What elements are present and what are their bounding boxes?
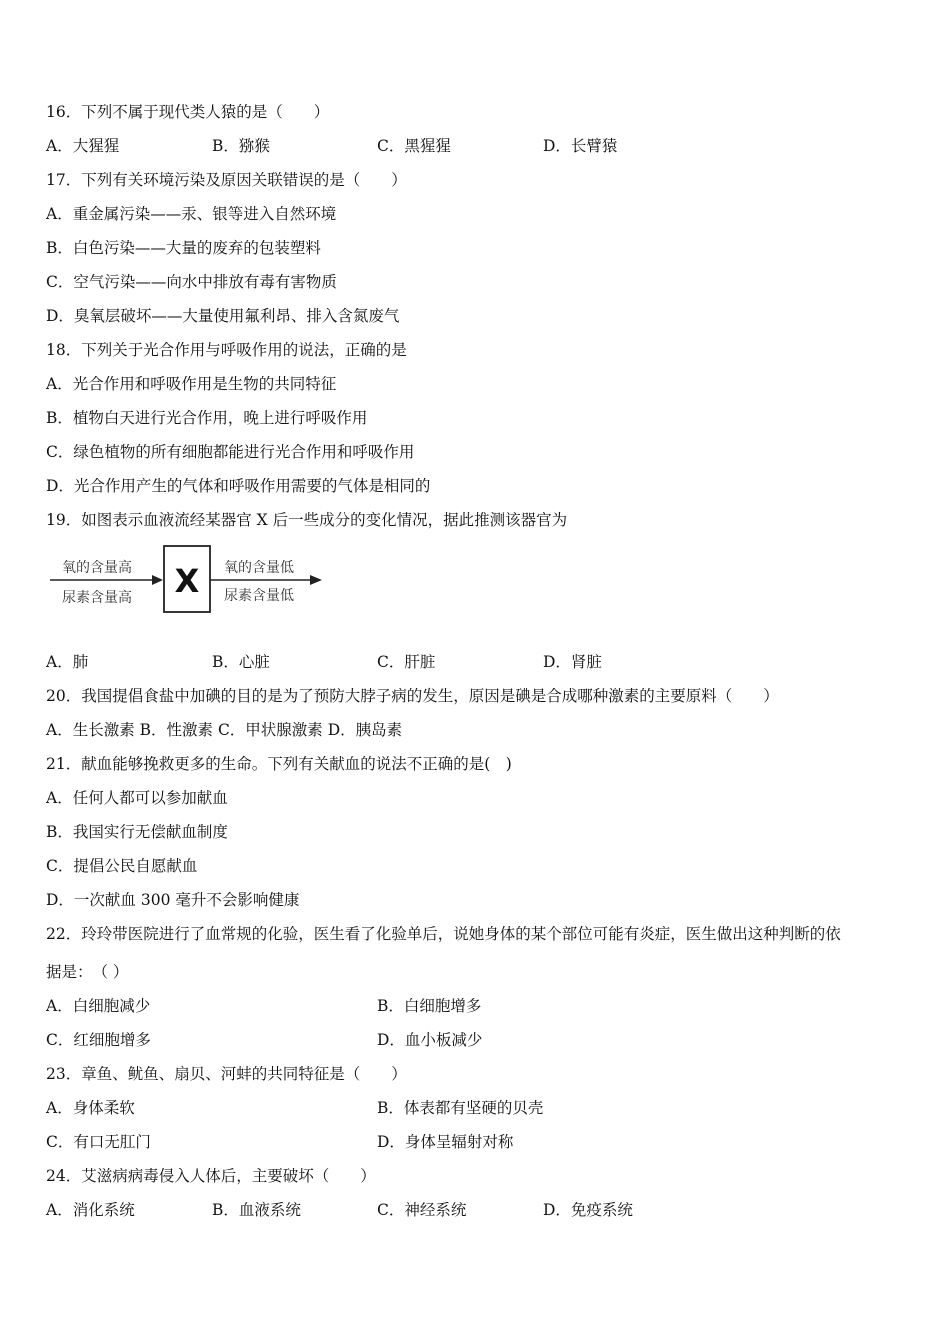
question-23-option-d: D．身体呈辐射对称 <box>377 1133 514 1151</box>
diagram-output-urea-label: 尿素含量低 <box>224 588 294 604</box>
question-19-option-a: A．肺 <box>46 653 89 671</box>
diagram-output-oxygen-label: 氧的含量低 <box>224 560 294 576</box>
question-22-stem-line1: 22．玲玲带医院进行了血常规的化验，医生看了化验单后，说她身体的某个部位可能有炎症，医生做出这种判断的依 <box>46 925 841 943</box>
question-22-option-b: B．白细胞增多 <box>377 997 482 1015</box>
question-21-option-b: B．我国实行无偿献血制度 <box>46 823 228 841</box>
diagram-organ-x-label: X <box>174 562 200 600</box>
question-16-option-a: A．大猩猩 <box>46 137 120 155</box>
question-19-stem: 19．如图表示血液流经某器官 X 后一些成分的变化情况，据此推测该器官为 <box>46 511 568 529</box>
diagram-output-arrowhead <box>310 575 322 585</box>
question-17-option-a: A．重金属污染——汞、银等进入自然环境 <box>46 205 337 223</box>
question-21-option-c: C．提倡公民自愿献血 <box>46 857 198 875</box>
question-23-stem: 23．章鱼、鱿鱼、扇贝、河蚌的共同特征是（ ） <box>46 1065 407 1083</box>
question-24-option-a: A．消化系统 <box>46 1201 135 1219</box>
question-23-option-b: B．体表都有坚硬的贝壳 <box>377 1099 544 1117</box>
question-23-option-c: C．有口无肛门 <box>46 1133 151 1151</box>
question-24-option-d: D．免疫系统 <box>543 1201 633 1219</box>
organ-x-diagram <box>46 540 336 620</box>
question-18-option-d: D．光合作用产生的气体和呼吸作用需要的气体是相同的 <box>46 477 431 495</box>
question-20-options: A．生长激素 B．性激素 C．甲状腺激素 D．胰岛素 <box>46 721 403 739</box>
question-18-option-a: A．光合作用和呼吸作用是生物的共同特征 <box>46 375 337 393</box>
question-18-option-b: B．植物白天进行光合作用，晚上进行呼吸作用 <box>46 409 368 427</box>
question-17-stem: 17．下列有关环境污染及原因关联错误的是（ ） <box>46 171 407 189</box>
question-21-option-d: D．一次献血 300 毫升不会影响健康 <box>46 891 300 909</box>
question-16-option-d: D．长臂猿 <box>543 137 618 155</box>
question-19-option-b: B．心脏 <box>212 653 270 671</box>
question-16-option-b: B．猕猴 <box>212 137 270 155</box>
question-17-option-d: D．臭氧层破坏——大量使用氟利昂、排入含氮废气 <box>46 307 400 325</box>
question-22-option-c: C．红细胞增多 <box>46 1031 151 1049</box>
question-18-option-c: C．绿色植物的所有细胞都能进行光合作用和呼吸作用 <box>46 443 415 461</box>
question-22-option-d: D．血小板减少 <box>377 1031 483 1049</box>
question-24-option-c: C．神经系统 <box>377 1201 467 1219</box>
question-16-stem: 16．下列不属于现代类人猿的是（ ） <box>46 103 330 121</box>
question-23-option-a: A．身体柔软 <box>46 1099 135 1117</box>
question-24-stem: 24．艾滋病病毒侵入人体后，主要破坏（ ） <box>46 1167 376 1185</box>
diagram-input-arrowhead <box>152 575 163 585</box>
question-19-option-d: D．肾脏 <box>543 653 602 671</box>
diagram-input-oxygen-label: 氧的含量高 <box>62 560 132 576</box>
question-24-option-b: B．血液系统 <box>212 1201 301 1219</box>
question-20-stem: 20．我国提倡食盐中加碘的目的是为了预防大脖子病的发生，原因是碘是合成哪种激素的主要原料（ ） <box>46 687 779 705</box>
question-17-option-c: C．空气污染——向水中排放有毒有害物质 <box>46 273 337 291</box>
question-19-option-c: C．肝脏 <box>377 653 436 671</box>
question-17-option-b: B．白色污染——大量的废弃的包装塑料 <box>46 239 321 257</box>
question-21-option-a: A．任何人都可以参加献血 <box>46 789 228 807</box>
diagram-input-urea-label: 尿素含量高 <box>62 590 132 606</box>
question-16-option-c: C．黑猩猩 <box>377 137 451 155</box>
question-18-stem: 18．下列关于光合作用与呼吸作用的说法，正确的是 <box>46 341 407 359</box>
question-22-stem-line2: 据是： （ ） <box>46 963 129 981</box>
question-21-stem: 21．献血能够挽救更多的生命。下列有关献血的说法不正确的是( ) <box>46 755 512 773</box>
question-22-option-a: A．白细胞减少 <box>46 997 151 1015</box>
